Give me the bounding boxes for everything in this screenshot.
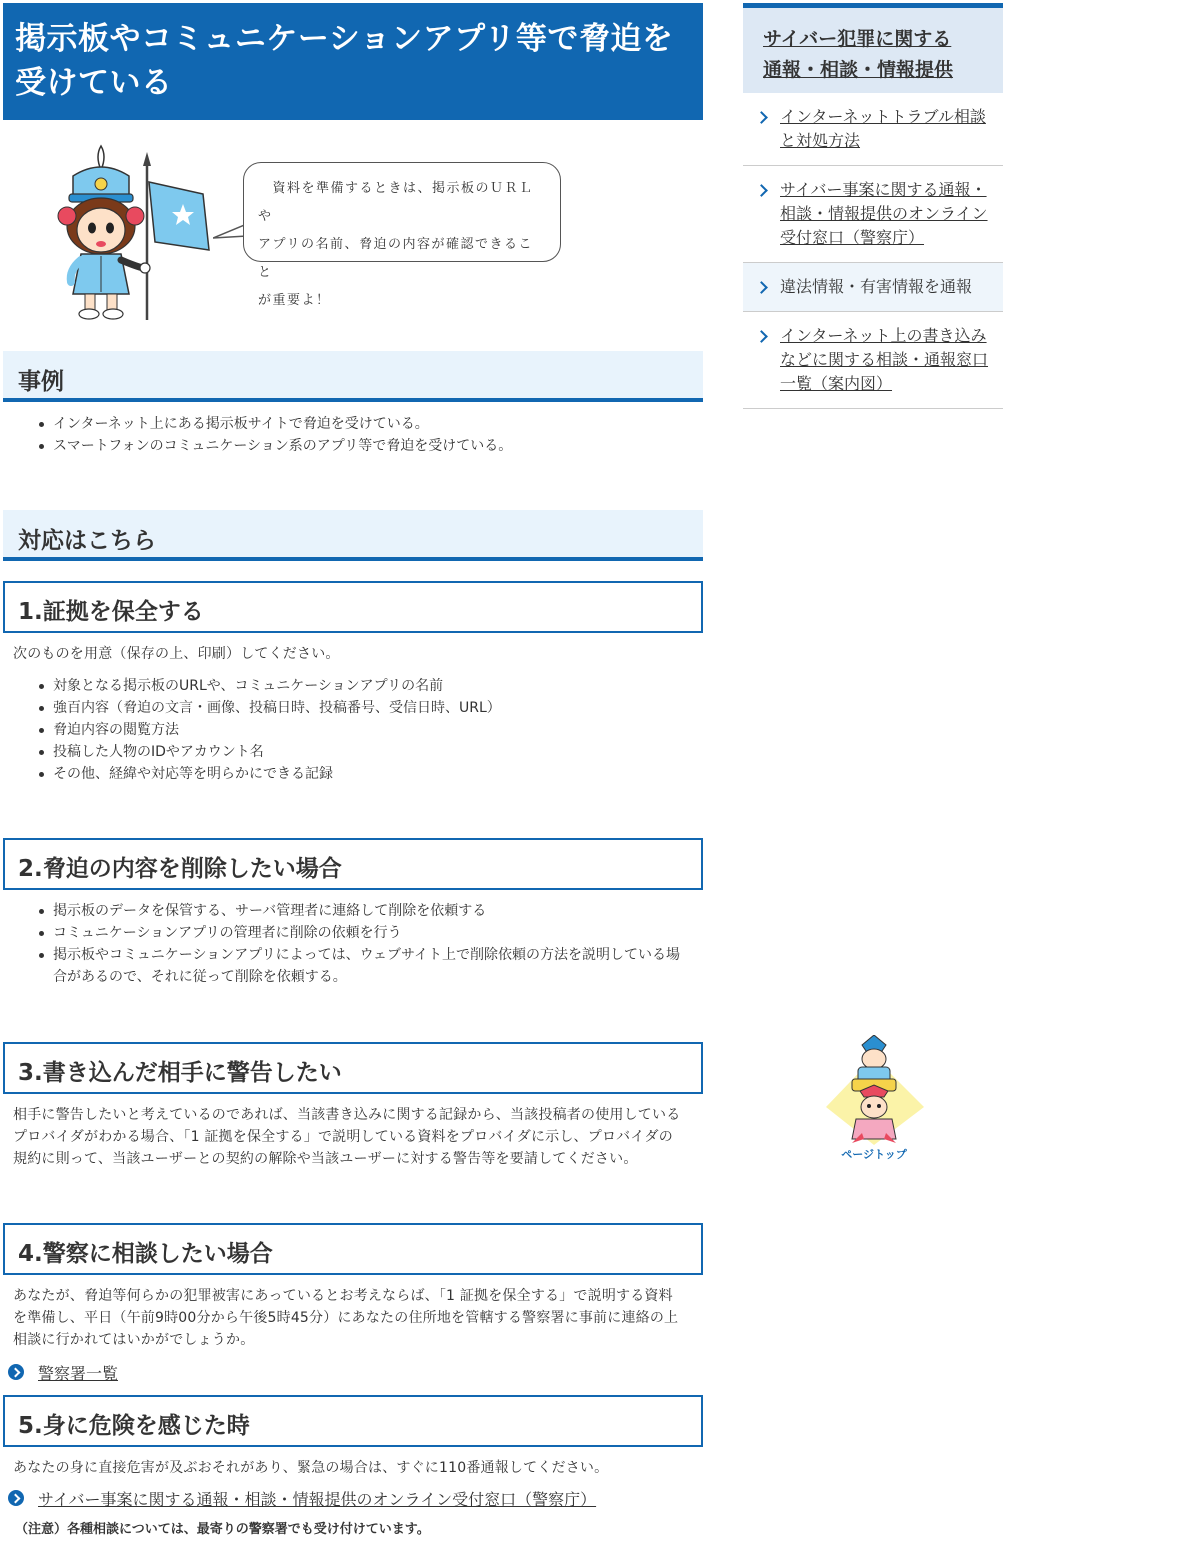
- sidebar-item-label[interactable]: 相談・情報提供のオンライン: [780, 204, 988, 223]
- list-item: 掲示板のデータを保管する、サーバ管理者に連絡して削除を依頼する: [33, 900, 703, 922]
- heading-section-4: 4.警察に相談したい場合: [3, 1223, 703, 1275]
- section-2-list: [3, 900, 703, 988]
- circle-arrow-icon: [8, 1364, 24, 1380]
- circle-arrow-icon: [8, 1490, 24, 1506]
- list-item: コミュニケーションアプリの管理者に削除の依頼を行う: [33, 922, 703, 944]
- sidebar-item-trouble-consultation[interactable]: [743, 93, 1003, 166]
- list-item: 強百内容（脅迫の文言・画像、投稿日時、投稿番号、受信日時、URL）: [33, 697, 703, 719]
- heading-section-3: 3.書き込んだ相手に警告したい: [3, 1042, 703, 1094]
- intro-illustration: [3, 120, 703, 351]
- pagetop-mascot-icon: [822, 1035, 926, 1147]
- chevron-right-icon: [755, 184, 768, 197]
- bubble-line1: 資料を準備するときは、掲示板のＵＲＬや: [258, 181, 534, 224]
- section-3-line1: 相手に警告したいと考えているのであれば、当該書き込みに関する記録から、当該投稿者の使用している: [13, 1107, 681, 1123]
- section-4-body: [3, 1285, 703, 1351]
- speech-bubble: [213, 162, 561, 308]
- speech-bubble-tail-icon: [213, 222, 247, 246]
- list-item: 対象となる掲示板のURLや、コミュニケーションアプリの名前: [33, 675, 703, 697]
- page-top-label[interactable]: ページトップ: [841, 1148, 907, 1161]
- online-report-link-text[interactable]: サイバー事案に関する通報・相談・情報提供のオンライン受付窓口（警察庁）: [38, 1489, 597, 1509]
- heading-section-2: 2.脅迫の内容を削除したい場合: [3, 838, 703, 890]
- heading-jirei: 事例: [3, 351, 703, 402]
- page-title: [3, 3, 703, 120]
- speech-bubble-text: [243, 162, 561, 308]
- sidebar-heading[interactable]: [743, 3, 1003, 93]
- list-item: 掲示板やコミュニケーションアプリによっては、ウェブサイト上で削除依頼の方法を説明している場: [33, 944, 703, 966]
- sidebar-item-label[interactable]: 受付窓口（警察庁）: [780, 228, 925, 247]
- list-item: 脅迫内容の閲覧方法: [33, 719, 703, 741]
- sidebar-item-contact-list[interactable]: [743, 312, 1003, 409]
- section-3-body: [3, 1104, 703, 1170]
- heading-section-1: 1.証拠を保全する: [3, 581, 703, 633]
- sidebar-item-online-report[interactable]: [743, 166, 1003, 263]
- section-4-line2: を準備し、平日（午前9時00分から午後5時45分）にあなたの住所地を管轄する警察署に事前に連絡の上: [13, 1310, 679, 1326]
- sidebar-item-label[interactable]: 違法情報・有害情報を通報: [780, 277, 973, 296]
- sidebar-heading-line2[interactable]: 通報・相談・情報提供: [763, 59, 954, 81]
- list-item: 投稿した人物のIDやアカウント名: [33, 741, 703, 763]
- jirei-list: [3, 413, 703, 457]
- consultation-note: （注意）各種相談については、最寄りの警察署でも受け付けています。: [15, 1522, 430, 1537]
- sidebar-item-label[interactable]: などに関する相談・通報窓口: [780, 350, 989, 369]
- sidebar-item-label[interactable]: インターネット上の書き込み: [780, 326, 987, 345]
- sidebar-item-label[interactable]: インターネットトラブル相談: [780, 107, 986, 126]
- chevron-right-icon: [755, 330, 768, 343]
- mascot-police-girl-icon: [43, 142, 213, 322]
- sidebar-item-illegal-info[interactable]: [743, 263, 1003, 312]
- list-item: スマートフォンのコミュニケーション系のアプリ等で脅迫を受けている。: [33, 435, 703, 457]
- sidebar-item-label[interactable]: と対処方法: [780, 131, 861, 150]
- main-content: [3, 3, 703, 1537]
- chevron-right-icon: [755, 281, 768, 294]
- sidebar-item-label[interactable]: 一覧（案内図）: [780, 374, 893, 393]
- section-4-line1: あなたが、脅迫等何らかの犯罪被害にあっているとお考えならば、「1 証拠を保全する」で説明する資料: [13, 1288, 673, 1304]
- list-item: インターネット上にある掲示板サイトで脅迫を受けている。: [33, 413, 703, 435]
- list-item: その他、経緯や対応等を明らかにできる記録: [33, 763, 703, 785]
- page-title-line1: 掲示板やコミュニケーションアプリ等で脅迫を: [15, 21, 674, 57]
- section-5-line1: あなたの身に直接危害が及ぶおそれがあり、緊急の場合は、すぐに110番通報してください。: [13, 1460, 609, 1476]
- heading-taiou: 対応はこちら: [3, 510, 703, 561]
- sidebar: [743, 3, 1003, 409]
- page-title-line2: 受けている: [15, 65, 173, 101]
- section-1-list: [3, 675, 703, 785]
- section-4-line3: 相談に行かれてはいかがでしょうか。: [13, 1332, 255, 1348]
- page-top-button[interactable]: [822, 1035, 926, 1165]
- police-station-list-link[interactable]: [3, 1361, 703, 1383]
- online-report-link[interactable]: [3, 1487, 703, 1509]
- bubble-line2: アプリの名前、脅迫の内容が確認できること: [258, 237, 533, 280]
- chevron-right-icon: [755, 111, 768, 124]
- sidebar-item-label[interactable]: サイバー事案に関する通報・: [780, 180, 987, 199]
- bubble-line3: が重要よ！: [258, 293, 331, 308]
- list-item-continuation: 合があるので、それに従って削除を依頼する。: [53, 969, 347, 985]
- sidebar-heading-line1[interactable]: サイバー犯罪に関する: [763, 28, 952, 50]
- heading-section-5: 5.身に危険を感じた時: [3, 1395, 703, 1447]
- section-1-lead: 次のものを用意（保存の上、印刷）してください。: [13, 646, 340, 662]
- section-3-line3: 規約に則って、当該ユーザーとの契約の解除や当該ユーザーに対する警告等を要請してください。: [13, 1151, 638, 1167]
- police-station-list-link-text[interactable]: 警察署一覧: [38, 1363, 119, 1383]
- section-3-line2: プロバイダがわかる場合、「1 証拠を保全する」で説明している資料をプロバイダに示し、プロバイダの: [13, 1129, 673, 1145]
